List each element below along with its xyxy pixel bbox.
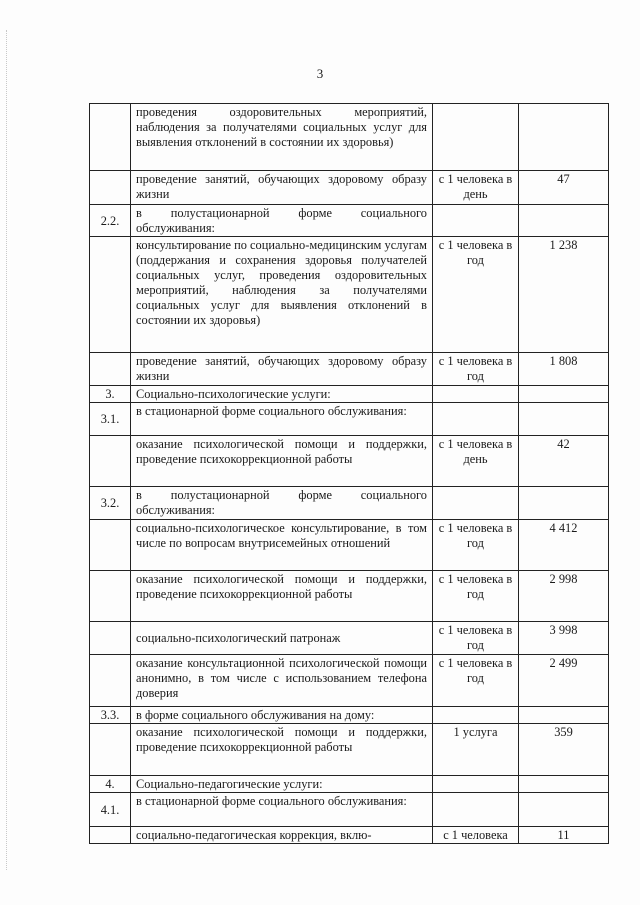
- value-cell: [519, 403, 609, 436]
- value-cell: [519, 487, 609, 520]
- value-cell: [519, 793, 609, 827]
- scan-margin-mark: [6, 30, 9, 870]
- unit-cell: [433, 793, 519, 827]
- row-number: 3.3.: [90, 707, 131, 724]
- value-cell: [519, 104, 609, 171]
- service-description: проведения оздоровительных мероприятий, наблюдения за получателями социальных услуг для выявления отклонений в состоянии их здоровья): [131, 104, 433, 171]
- row-number: [90, 724, 131, 776]
- table-row: [90, 436, 609, 487]
- service-description: Социально-педагогические услуги:: [131, 776, 433, 793]
- table-row: [90, 571, 609, 622]
- row-number: 3.2.: [90, 487, 131, 520]
- table-row: [90, 707, 609, 724]
- service-description: в стационарной форме социального обслуживания:: [131, 403, 433, 436]
- value-cell: 11: [519, 827, 609, 844]
- service-description: в полустационарной форме социального обслуживания:: [131, 487, 433, 520]
- row-number: [90, 655, 131, 707]
- row-number: 4.: [90, 776, 131, 793]
- table-row: [90, 827, 609, 844]
- unit-cell: с 1 человека в год: [433, 655, 519, 707]
- service-description: социально-психологическое консультирование, в том числе по вопросам внутрисемейных отношений: [131, 520, 433, 571]
- row-number: [90, 237, 131, 353]
- unit-cell: 1 услуга: [433, 724, 519, 776]
- unit-cell: с 1 человека в год: [433, 353, 519, 386]
- table-row: [90, 724, 609, 776]
- value-cell: [519, 776, 609, 793]
- service-description: в форме социального обслуживания на дому:: [131, 707, 433, 724]
- unit-cell: с 1 человека в год: [433, 520, 519, 571]
- value-cell: 42: [519, 436, 609, 487]
- unit-cell: с 1 человека в день: [433, 436, 519, 487]
- service-description: оказание психологической помощи и поддержки, проведение психокоррекционной работы: [131, 436, 433, 487]
- table-row: [90, 655, 609, 707]
- row-number: [90, 622, 131, 655]
- row-number: [90, 171, 131, 205]
- page-number: 3: [316, 66, 324, 81]
- value-cell: 47: [519, 171, 609, 205]
- unit-cell: с 1 человека: [433, 827, 519, 844]
- table-row: [90, 205, 609, 237]
- table-row: [90, 622, 609, 655]
- table-row: [90, 487, 609, 520]
- row-number: 3.1.: [90, 403, 131, 436]
- unit-cell: с 1 человека в год: [433, 622, 519, 655]
- row-number: [90, 520, 131, 571]
- table-row: [90, 104, 609, 171]
- table-row: [90, 776, 609, 793]
- unit-cell: [433, 104, 519, 171]
- service-description: оказание консультационной психологической помощи анонимно, в том числе с использованием телефона доверия: [131, 655, 433, 707]
- value-cell: 1 238: [519, 237, 609, 353]
- table-row: [90, 386, 609, 403]
- row-number: 3.: [90, 386, 131, 403]
- value-cell: 359: [519, 724, 609, 776]
- service-description: социально-педагогическая коррекция, вклю-: [131, 827, 433, 844]
- service-description: проведение занятий, обучающих здоровому образу жизни: [131, 171, 433, 205]
- service-description: в полустационарной форме социального обслуживания:: [131, 205, 433, 237]
- service-description: в стационарной форме социального обслуживания:: [131, 793, 433, 827]
- table-row: [90, 353, 609, 386]
- unit-cell: [433, 487, 519, 520]
- service-description: оказание психологической помощи и поддержки, проведение психокоррекционной работы: [131, 724, 433, 776]
- unit-cell: [433, 205, 519, 237]
- tariff-table: [89, 103, 609, 844]
- table-row: [90, 520, 609, 571]
- row-number: [90, 353, 131, 386]
- value-cell: 2 998: [519, 571, 609, 622]
- service-description: оказание психологической помощи и поддержки, проведение психокоррекционной работы: [131, 571, 433, 622]
- value-cell: 2 499: [519, 655, 609, 707]
- table-row: [90, 403, 609, 436]
- unit-cell: [433, 707, 519, 724]
- unit-cell: с 1 человека в год: [433, 237, 519, 353]
- row-number: [90, 104, 131, 171]
- service-description: консультирование по социально-медицинским услугам (поддержания и сохранения здоровья получателей социальных услуг, проведения оздоровительных мероприятий, наблюдения за получателями социальных услуг для выявления отклонений в состоянии их здоровья): [131, 237, 433, 353]
- value-cell: [519, 205, 609, 237]
- value-cell: 4 412: [519, 520, 609, 571]
- unit-cell: с 1 человека в день: [433, 171, 519, 205]
- table-row: [90, 171, 609, 205]
- value-cell: [519, 386, 609, 403]
- unit-cell: [433, 776, 519, 793]
- row-number: [90, 571, 131, 622]
- unit-cell: [433, 403, 519, 436]
- service-description: проведение занятий, обучающих здоровому образу жизни: [131, 353, 433, 386]
- unit-cell: [433, 386, 519, 403]
- row-number: 4.1.: [90, 793, 131, 827]
- unit-cell: с 1 человека в год: [433, 571, 519, 622]
- table-row: [90, 793, 609, 827]
- table-row: [90, 237, 609, 353]
- row-number: [90, 436, 131, 487]
- service-description: социально-психологический патронаж: [131, 622, 433, 655]
- service-description: Социально-психологические услуги:: [131, 386, 433, 403]
- value-cell: 1 808: [519, 353, 609, 386]
- value-cell: [519, 707, 609, 724]
- value-cell: 3 998: [519, 622, 609, 655]
- row-number: 2.2.: [90, 205, 131, 237]
- row-number: [90, 827, 131, 844]
